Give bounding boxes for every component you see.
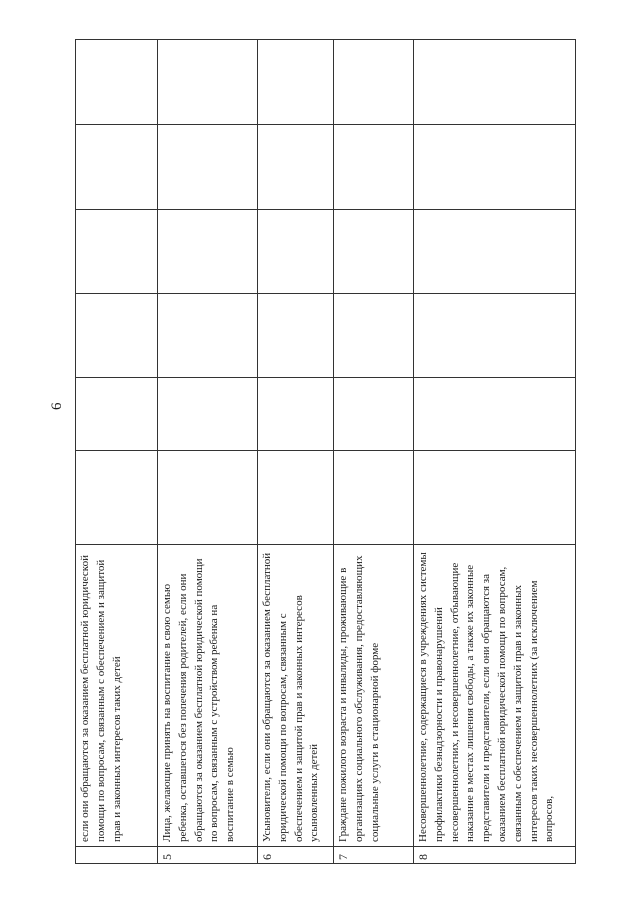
row-text: Усыновители, если они обращаются за оказанием бесплатной юридической помощи по вопросам, связанным с обеспечением и защитой прав и законных интересов усыновленных детей [258, 545, 334, 847]
empty-cell [334, 451, 414, 545]
empty-cell [334, 294, 414, 378]
row-number: 8 [414, 847, 576, 864]
empty-cell [158, 451, 258, 545]
empty-cell [76, 210, 158, 294]
empty-cell [414, 294, 576, 378]
empty-cell [258, 294, 334, 378]
empty-cell [158, 125, 258, 210]
empty-cell [414, 451, 576, 545]
empty-cell [258, 125, 334, 210]
row-number: 5 [158, 847, 258, 864]
rotated-table-content [50, 0, 610, 864]
empty-cell [334, 40, 414, 125]
empty-cell [414, 125, 576, 210]
empty-cell [414, 210, 576, 294]
page-number: 6 [49, 402, 65, 410]
table-row [76, 40, 158, 864]
empty-cell [334, 378, 414, 451]
table-row [258, 40, 334, 864]
empty-cell [414, 378, 576, 451]
empty-cell [158, 294, 258, 378]
empty-cell [158, 40, 258, 125]
table-row [414, 40, 576, 864]
row-number: 6 [258, 847, 334, 864]
empty-cell [258, 210, 334, 294]
empty-cell [258, 378, 334, 451]
empty-cell [258, 451, 334, 545]
empty-cell [158, 378, 258, 451]
empty-cell [158, 210, 258, 294]
empty-cell [76, 294, 158, 378]
row-number: 7 [334, 847, 414, 864]
table-row [334, 40, 414, 864]
row-text: если они обращаются за оказанием бесплатной юридической помощи по вопросам, связанным с обеспечением и защитой прав и законных интересов таких детей [76, 545, 158, 847]
empty-cell [76, 125, 158, 210]
empty-cell [414, 40, 576, 125]
beneficiaries-table [75, 39, 576, 864]
empty-cell [76, 451, 158, 545]
empty-cell [76, 40, 158, 125]
empty-cell [334, 125, 414, 210]
empty-cell [334, 210, 414, 294]
empty-cell [258, 40, 334, 125]
empty-cell [76, 378, 158, 451]
row-number [76, 847, 158, 864]
row-text: Несовершеннолетние, содержащиеся в учреждениях системы профилактики безнадзорности и правонарушений несовершеннолетних, и несовершеннолетние, отбывающие наказание в местах лишения свободы, а также их законные представители и представители, если они обращаются за оказанием бесплатной юридической помощи по вопросам, связанным с обеспечением и защитой прав и законных интересов таких несовершеннолетних (за исключением вопросов, [414, 545, 576, 847]
row-text: Лица, желающие принять на воспитание в свою семью ребенка, оставшегося без попечения родителей, если они обращаются за оказанием бесплатной юридической помощи по вопросам, связанным с устройством ребенка на воспитание в семью [158, 545, 258, 847]
table-row [158, 40, 258, 864]
row-text: Граждане пожилого возраста и инвалиды, проживающие в организациях социального обслуживания, предоставляющих социальные услуги в стационарной форме [334, 545, 414, 847]
